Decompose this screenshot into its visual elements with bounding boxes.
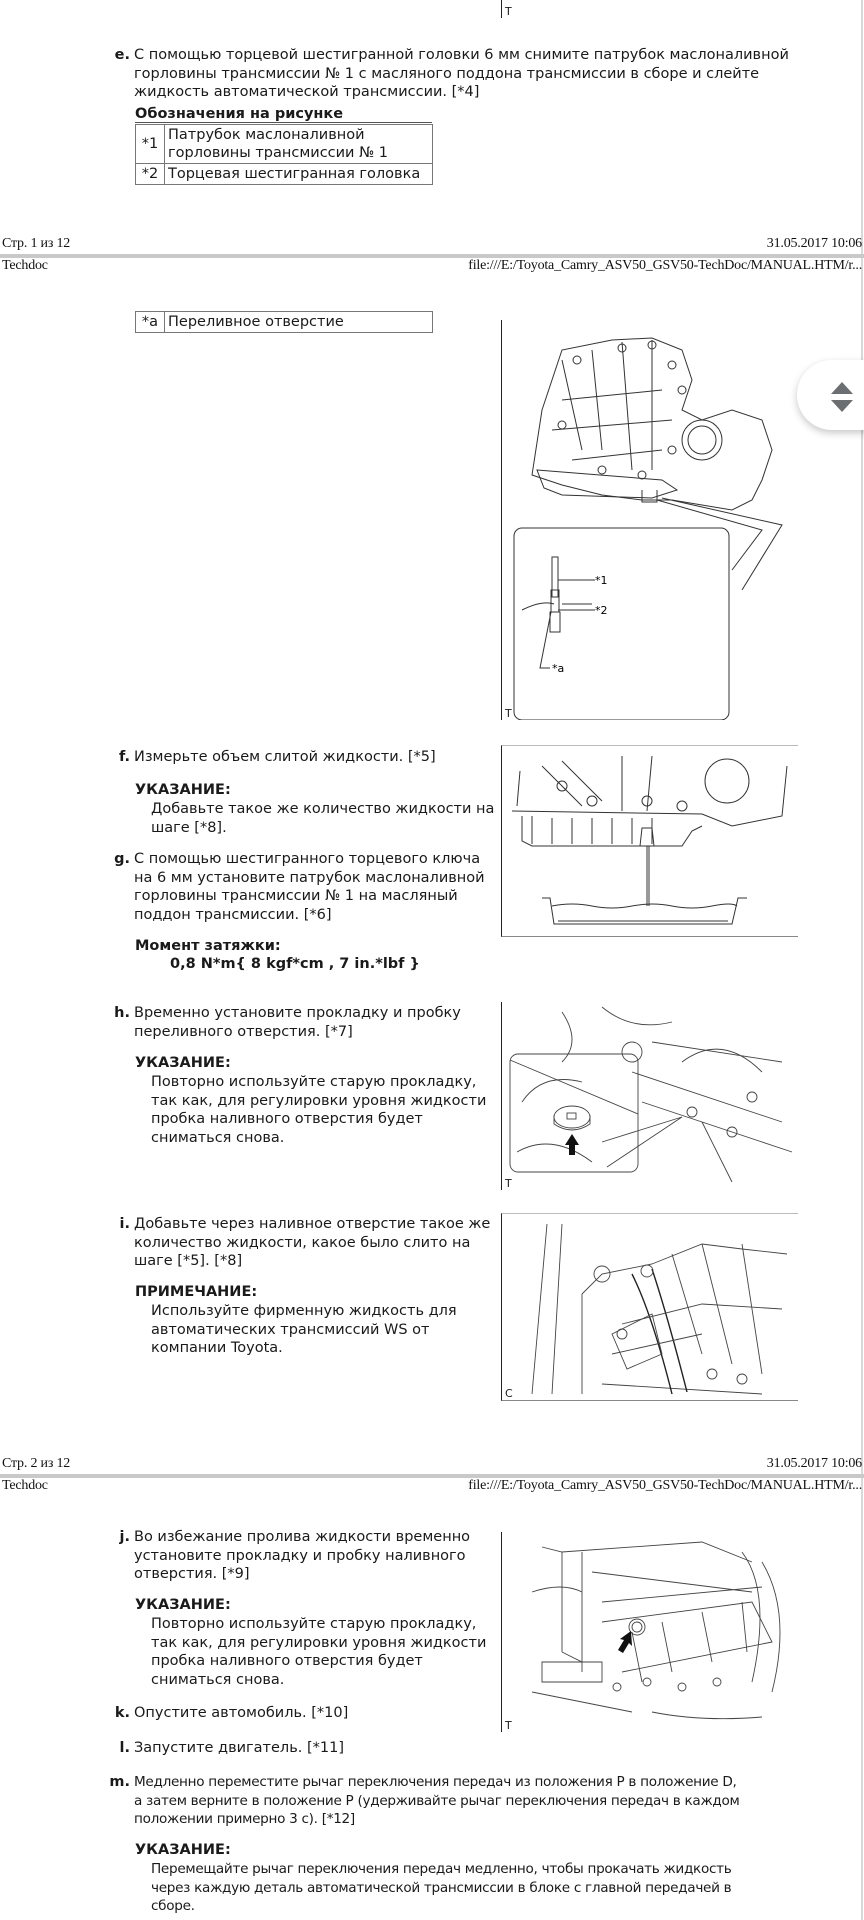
figure-label: T: [505, 707, 512, 720]
figure-drain-plug: [501, 320, 802, 720]
step-text-line: а затем верните в положение P (удерживайте рычаг переключения передач в каждом: [134, 1792, 740, 1809]
callout-a: *a: [552, 662, 565, 675]
fill-plug-drawing: [502, 1532, 798, 1732]
legend-value: [165, 125, 433, 164]
step-marker: h.: [114, 1005, 130, 1021]
step-text-line: Медленно переместите рычаг переключения передач из положения P в положение D,: [134, 1774, 737, 1790]
callout-1: *1: [595, 574, 608, 587]
figure-previous: [501, 0, 792, 18]
legend-title: Обозначения на рисунке: [135, 106, 432, 123]
step-text-line: шаге [*5]. [*8]: [134, 1253, 243, 1269]
step-text-line: поддон трансмиссии. [*6]: [134, 906, 332, 923]
step-text-line: количество жидкости, какое было слито на: [134, 1234, 471, 1251]
note-line: Перемещайте рычаг переключения передач медленно, чтобы прокачать жидкость: [151, 1861, 732, 1877]
note-line: сборе.: [151, 1898, 195, 1914]
note-line: шаге [*8].: [151, 819, 227, 836]
figure-label: T: [505, 1177, 512, 1190]
header-app-name: Techdoc: [2, 258, 48, 273]
legend-value-line: Патрубок маслоналивной: [168, 127, 365, 143]
note-title: УКАЗАНИЕ:: [135, 1597, 231, 1613]
step-text-line: горловины трансмиссии № 1 с масляного поддона трансмиссии в сборе и слейте: [134, 65, 760, 82]
torque-title: Момент затяжки:: [135, 938, 281, 954]
legend-row: [136, 125, 433, 164]
note-line: Добавьте такое же количество жидкости на: [151, 801, 495, 817]
legend-key: *a: [136, 312, 165, 333]
figure-fill-plug: [501, 1532, 798, 1732]
step-text-line: горловины трансмиссии № 1 на масляный: [134, 888, 458, 904]
figure-drain-fluid: [501, 745, 798, 937]
callout-2: *2: [595, 604, 608, 617]
step-text-line: Во избежание пролива жидкости временно: [134, 1529, 471, 1545]
legend-key: *1: [136, 125, 165, 164]
step-text-line: Временно установите прокладку и пробку: [134, 1005, 461, 1021]
note-line: через каждую деталь автоматической трансмиссии в блоке с главной передачей в: [151, 1879, 732, 1896]
legend-row: [136, 164, 433, 185]
footer-date: 31.05.2017 10:06: [766, 236, 862, 251]
note-line: Используйте фирменную жидкость для: [151, 1303, 457, 1319]
step-text-line: жидкость автоматической трансмиссии. [*4]: [134, 84, 480, 100]
note-title: ПРИМЕЧАНИЕ:: [135, 1284, 258, 1300]
step-text-line: С помощью шестигранного торцевого ключа: [134, 851, 481, 867]
legend-table: [135, 124, 433, 185]
step-text-line: установите прокладку и пробку наливного: [134, 1547, 466, 1564]
note-title: УКАЗАНИЕ:: [135, 782, 231, 798]
header-file-path[interactable]: file:///E:/Toyota_Camry_ASV50_GSV50-TechDoc/MANUAL.HTM/r...: [468, 258, 862, 273]
note-line: так как, для регулировки уровня жидкости: [151, 1092, 487, 1109]
undercar-drawing: [502, 1002, 798, 1190]
legend-row: [136, 312, 433, 333]
step-text-line: переливного отверстия. [*7]: [134, 1023, 353, 1040]
note-line: компании Toyota.: [151, 1340, 283, 1356]
note-line: Повторно используйте старую прокладку,: [151, 1074, 477, 1090]
note-text: [151, 1615, 486, 1689]
legend-value: Переливное отверстие: [165, 312, 433, 333]
note-text: [151, 1073, 486, 1147]
note-text: [151, 800, 494, 837]
note-line: пробка наливного отверстия будет: [151, 1111, 423, 1127]
step-text-line: С помощью торцевой шестигранной головки 6 мм снимите патрубок маслоналивной: [134, 47, 789, 63]
fill-hose-drawing: [502, 1214, 798, 1400]
legend-value: Торцевая шестигранная головка: [165, 164, 433, 185]
legend-key: *2: [136, 164, 165, 185]
figure-label: C: [505, 1387, 513, 1400]
note-text: [151, 1302, 457, 1358]
step-marker: k.: [114, 1705, 130, 1721]
note-title: УКАЗАНИЕ:: [135, 1055, 231, 1071]
step-marker: g.: [114, 851, 130, 867]
note-line: автоматических трансмиссий WS от: [151, 1321, 430, 1338]
step-marker: j.: [119, 1529, 130, 1545]
step-text-line: Добавьте через наливное отверстие такое же: [134, 1216, 491, 1232]
fast-scroll-handle[interactable]: [797, 360, 864, 430]
note-line: пробка наливного отверстия будет: [151, 1653, 423, 1669]
torque-value: 0,8 N*m{ 8 kgf*cm , 7 in.*lbf }: [170, 956, 420, 972]
note-line: сниматься снова.: [151, 1671, 285, 1688]
step-marker: e.: [114, 47, 130, 63]
step-text-line: на 6 мм установите патрубок маслоналивной: [134, 869, 485, 886]
transmission-drawing: [502, 320, 802, 720]
figure-overflow-plug: [501, 1002, 798, 1190]
note-line: сниматься снова.: [151, 1129, 285, 1146]
scroll-up-down-icon: [822, 372, 862, 422]
step-text: Опустите автомобиль. [*10]: [134, 1705, 349, 1721]
step-marker: i.: [119, 1216, 130, 1232]
step-text: Измерьте объем слитой жидкости. [*5]: [134, 749, 436, 765]
note-title: УКАЗАНИЕ:: [135, 1842, 231, 1858]
step-text: Запустите двигатель. [*11]: [134, 1740, 344, 1756]
step-marker: m.: [109, 1774, 130, 1790]
header-app-name: Techdoc: [2, 1478, 48, 1493]
header-file-path[interactable]: file:///E:/Toyota_Camry_ASV50_GSV50-TechDoc/MANUAL.HTM/r...: [468, 1478, 862, 1493]
footer-page-number: Стр. 2 из 12: [2, 1456, 71, 1471]
step-marker: f.: [118, 749, 130, 765]
footer-page-number: Стр. 1 из 12: [2, 236, 71, 251]
legend-value-line: горловины трансмиссии № 1: [168, 145, 389, 161]
figure-fill-fluid: [501, 1213, 798, 1401]
note-line: так как, для регулировки уровня жидкости: [151, 1634, 487, 1651]
drain-pan-drawing: [502, 746, 798, 936]
figure-label: T: [505, 1719, 512, 1732]
step-marker: l.: [119, 1740, 130, 1756]
note-text: [151, 1860, 732, 1916]
footer-date: 31.05.2017 10:06: [766, 1456, 862, 1471]
figure-label: T: [505, 5, 512, 18]
step-text-line: отверстия. [*9]: [134, 1566, 250, 1582]
step-text-line: положении примерно 3 с). [*12]: [134, 1811, 355, 1827]
note-line: Повторно используйте старую прокладку,: [151, 1616, 477, 1632]
viewport-right-edge: [861, 0, 863, 1920]
legend-table-continued: [135, 311, 433, 333]
